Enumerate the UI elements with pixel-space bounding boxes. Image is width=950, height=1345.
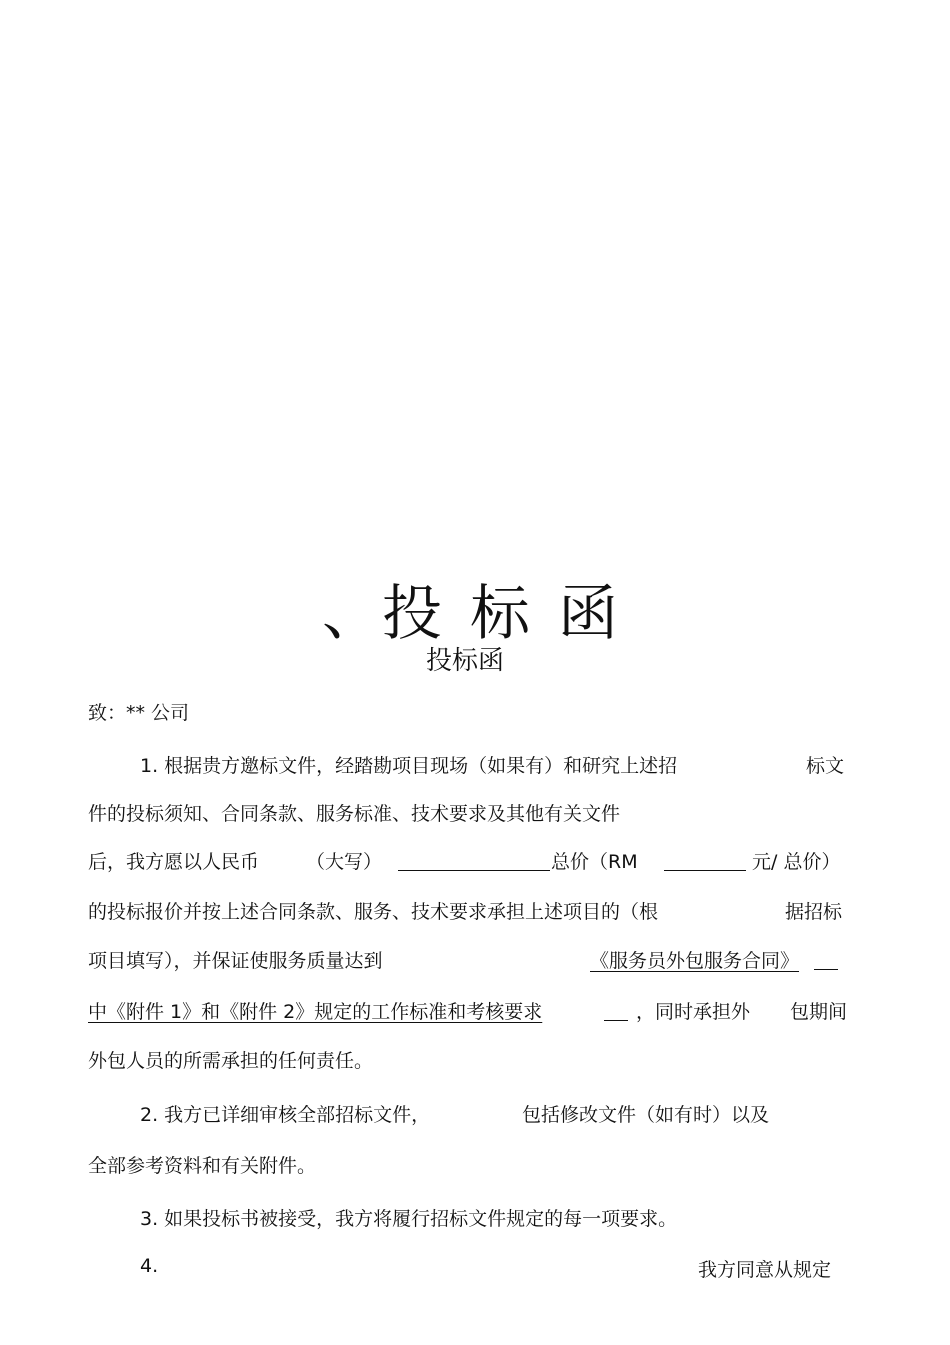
p1-line7: 外包人员的所需承担的任何责任。	[88, 1050, 374, 1072]
p1-line1: 1. 根据贵方邀标文件，经踏勘项目现场（如果有）和研究上述招	[140, 755, 678, 777]
p3-line1: 3. 如果投标书被接受，我方将履行招标文件规定的每一项要求。	[140, 1208, 678, 1230]
p4-number: 4.	[140, 1255, 159, 1277]
p1-line1-tail: 标文	[806, 755, 845, 777]
p2-line1-a: 2. 我方已详细审核全部招标文件，	[140, 1104, 431, 1126]
addressee: 致：** 公司	[88, 702, 190, 724]
main-title-char: 、投	[322, 579, 442, 649]
amount-words-blank	[398, 852, 550, 871]
p2-line2: 全部参考资料和有关附件。	[88, 1155, 317, 1177]
main-title-char: 标	[470, 579, 530, 649]
p1-line3-a: 后，我方愿以人民币	[88, 851, 260, 873]
p1-line5: 项目填写），并保证使服务质量达到	[88, 950, 383, 972]
p2-line1-b: 包括修改文件（如有时）以及	[522, 1104, 770, 1126]
p1-line6-c: 包期间	[790, 1001, 848, 1023]
attachment-requirements: 中《附件 1》和《附件 2》规定的工作标准和考核要求	[88, 1001, 543, 1023]
contract-name: 《服务员外包服务合同》	[590, 950, 800, 972]
p1-line3-d: 元/ 总价）	[752, 851, 841, 873]
p1-line4-tail: 据招标	[785, 901, 843, 923]
amount-number-blank	[664, 852, 746, 871]
p4-text: 我方同意从规定	[698, 1259, 832, 1281]
p1-line4: 的投标报价并按上述合同条款、服务、技术要求承担上述项目的（根	[88, 901, 659, 923]
p1-line2: 件的投标须知、合同条款、服务标准、技术要求及其他有关文件	[88, 803, 621, 825]
p1-line3-b: （大写）	[306, 851, 383, 873]
subtitle: 投标函	[426, 646, 505, 676]
underline-fill	[814, 951, 838, 970]
main-title-char: 函	[558, 579, 618, 649]
underline-fill	[604, 1002, 628, 1021]
p1-line3-c: 总价（RM	[551, 851, 638, 873]
p1-line6-b: ，同时承担外	[636, 1001, 751, 1023]
